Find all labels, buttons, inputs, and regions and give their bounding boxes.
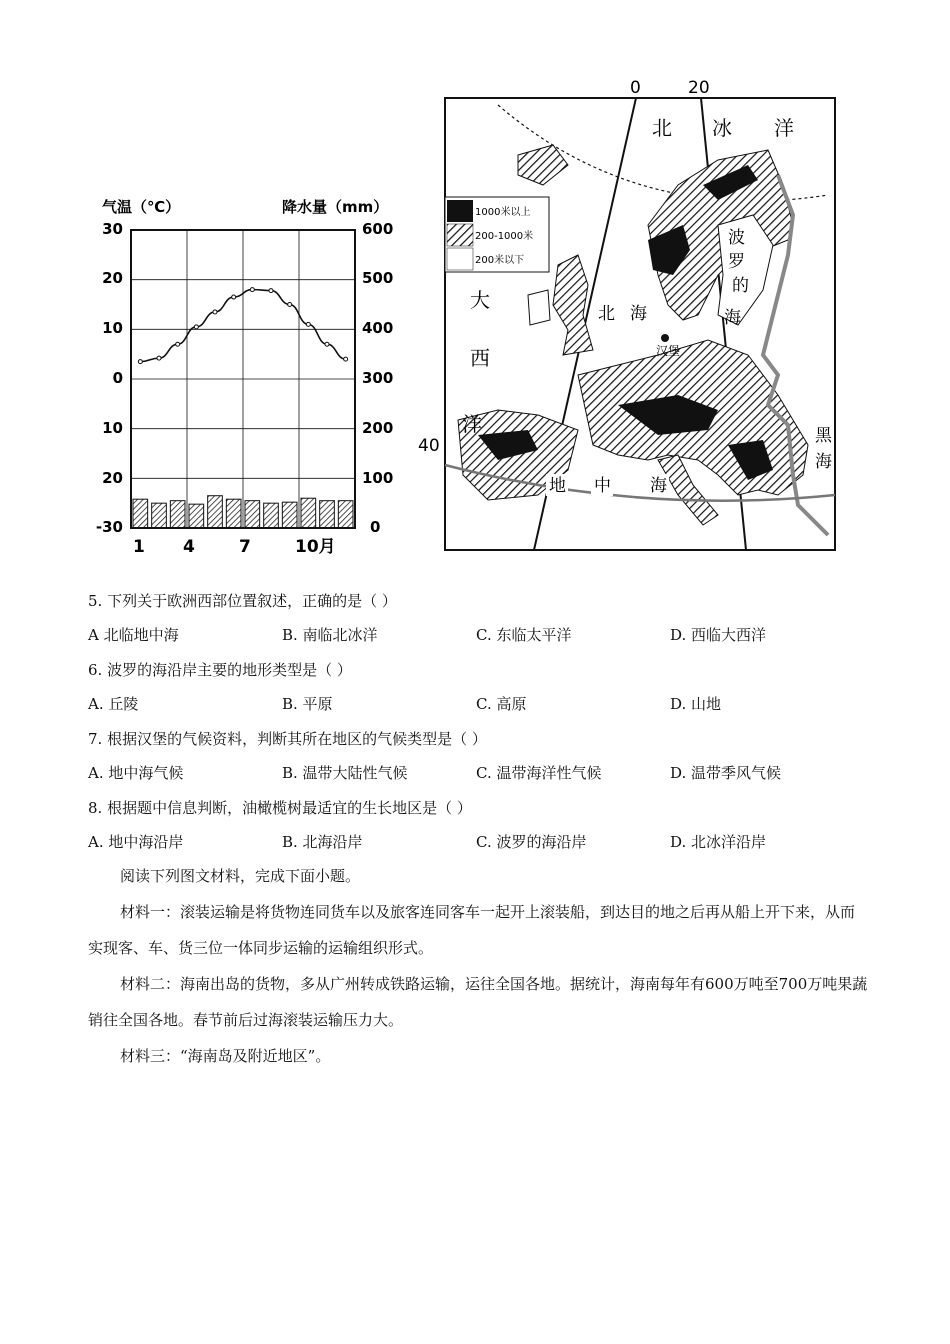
temp-tick: 30 bbox=[102, 220, 123, 238]
q7-option-a[interactable]: A. 地中海气候 bbox=[88, 764, 184, 782]
q8-option-a[interactable]: A. 地中海沿岸 bbox=[88, 833, 184, 851]
baltic-char: 的 bbox=[732, 276, 749, 296]
q7-option-b[interactable]: B. 温带大陆性气候 bbox=[282, 764, 408, 782]
q6-option-b[interactable]: B. 平原 bbox=[282, 695, 333, 713]
q8-option-b[interactable]: B. 北海沿岸 bbox=[282, 833, 363, 851]
precip-axis-title: 降水量（mm） bbox=[282, 198, 389, 216]
question-8-stem: 8. 根据题中信息判断，油橄榄树最适宜的生长地区是（ ） bbox=[88, 799, 472, 817]
legend-swatch-high bbox=[447, 200, 473, 222]
precip-bar bbox=[133, 499, 148, 528]
lon-label-0: 0 bbox=[630, 78, 641, 98]
legend-label-mid: 200-1000米 bbox=[475, 231, 534, 242]
temperature-point bbox=[325, 342, 329, 346]
precip-tick: 100 bbox=[362, 469, 394, 487]
legend-label-low: 200米以下 bbox=[475, 255, 525, 266]
precip-bar bbox=[152, 503, 167, 528]
month-tick: 4 bbox=[183, 537, 195, 557]
q6-option-c[interactable]: C. 高原 bbox=[476, 695, 527, 713]
lat-label-40: 40 bbox=[418, 436, 440, 456]
med-char: 地 bbox=[549, 476, 566, 496]
precip-bar bbox=[301, 498, 316, 528]
arctic-char: 北 bbox=[652, 116, 672, 140]
q8-option-c[interactable]: C. 波罗的海沿岸 bbox=[476, 833, 587, 851]
precip-bar bbox=[226, 499, 241, 528]
temp-tick: 10 bbox=[102, 319, 123, 337]
temperature-point bbox=[157, 356, 161, 360]
temp-tick: 20 bbox=[102, 469, 123, 487]
med-char: 海 bbox=[650, 476, 667, 496]
precip-bar bbox=[208, 496, 223, 528]
hamburg-marker bbox=[661, 334, 669, 342]
month-tick: 7 bbox=[239, 537, 251, 557]
temperature-point bbox=[250, 288, 254, 292]
precip-tick: 500 bbox=[362, 269, 394, 287]
hamburg-label: 汉堡 bbox=[656, 344, 681, 358]
precip-tick: 600 bbox=[362, 220, 394, 238]
temperature-point bbox=[269, 289, 273, 293]
lon-label-20: 20 bbox=[688, 78, 710, 98]
q5-option-b[interactable]: B. 南临北冰洋 bbox=[282, 626, 378, 644]
legend-swatch-low bbox=[447, 248, 473, 270]
atlantic-char: 大 bbox=[470, 288, 490, 312]
question-5-stem: 5. 下列关于欧洲西部位置叙述，正确的是（ ） bbox=[88, 592, 397, 610]
month-tick: 1 bbox=[133, 537, 145, 557]
precip-bar bbox=[189, 504, 204, 528]
precip-bar bbox=[338, 501, 353, 528]
reading-intro: 阅读下列图文材料，完成下面小题。 bbox=[120, 867, 361, 885]
arctic-char: 冰 bbox=[712, 116, 732, 140]
north-sea-char: 北 bbox=[598, 304, 615, 324]
chart-grid bbox=[131, 230, 355, 528]
month-tick: 10月 bbox=[295, 537, 336, 557]
baltic-char: 波 bbox=[728, 228, 745, 248]
temp-ticks bbox=[96, 220, 123, 536]
arctic-char: 洋 bbox=[774, 116, 794, 140]
north-sea-char: 海 bbox=[630, 304, 647, 324]
temperature-point bbox=[176, 342, 180, 346]
atlantic-char: 洋 bbox=[462, 412, 482, 436]
black-sea-char: 海 bbox=[815, 452, 832, 472]
temperature-point bbox=[344, 357, 348, 361]
precip-bar bbox=[282, 502, 297, 528]
q7-option-d[interactable]: D. 温带季风气候 bbox=[670, 764, 782, 782]
question-6-stem: 6. 波罗的海沿岸主要的地形类型是（ ） bbox=[88, 661, 352, 679]
precip-bar bbox=[245, 501, 260, 528]
temp-tick: 20 bbox=[102, 269, 123, 287]
precip-tick: 300 bbox=[362, 369, 394, 387]
temperature-point bbox=[288, 303, 292, 307]
precip-tick: 400 bbox=[362, 319, 394, 337]
baltic-char: 罗 bbox=[728, 252, 745, 272]
precip-bar bbox=[170, 501, 185, 528]
material-2: 材料二：海南出岛的货物，多从广州转成铁路运输，运往全国各地。据统计，海南每年有600万吨至700万吨果蔬销往全国各地。春节前后过海滚装运输压力大。 bbox=[88, 975, 868, 1029]
legend-label-high: 1000米以上 bbox=[475, 207, 531, 218]
black-sea-char: 黑 bbox=[815, 426, 832, 446]
precip-bar bbox=[320, 501, 335, 528]
q7-option-c[interactable]: C. 温带海洋性气候 bbox=[476, 764, 602, 782]
temperature-point bbox=[232, 295, 236, 299]
atlantic-char: 西 bbox=[470, 346, 490, 370]
q6-option-d[interactable]: D. 山地 bbox=[670, 695, 722, 713]
material-3: 材料三：“海南岛及附近地区”。 bbox=[120, 1047, 331, 1065]
mediterranean-label bbox=[546, 474, 669, 496]
q8-option-d[interactable]: D. 北冰洋沿岸 bbox=[670, 833, 767, 851]
precip-ticks bbox=[362, 220, 393, 536]
material-1: 材料一：滚装运输是将货物连同货车以及旅客连同客车一起开上滚装船，到达目的地之后再从船上开下来，从而实现客、车、货三位一体同步运输的运输组织形式。 bbox=[88, 903, 856, 957]
europe-map bbox=[418, 75, 838, 555]
med-char: 中 bbox=[594, 476, 611, 496]
baltic-char: 海 bbox=[724, 308, 741, 328]
q5-option-d[interactable]: D. 西临大西洋 bbox=[670, 626, 767, 644]
temperature-point bbox=[306, 322, 310, 326]
temp-tick: -30 bbox=[95, 518, 123, 536]
climate-chart bbox=[90, 190, 400, 560]
q5-option-c[interactable]: C. 东临太平洋 bbox=[476, 626, 572, 644]
precip-tick: 0 bbox=[370, 518, 381, 536]
question-7-stem: 7. 根据汉堡的气候资料，判断其所在地区的气候类型是（ ） bbox=[88, 730, 487, 748]
q6-option-a[interactable]: A. 丘陵 bbox=[88, 695, 139, 713]
month-ticks bbox=[133, 537, 336, 557]
temperature-point bbox=[194, 325, 198, 329]
europe-map-svg bbox=[418, 75, 838, 555]
temperature-point bbox=[138, 360, 142, 364]
precip-tick: 200 bbox=[362, 419, 394, 437]
ireland bbox=[528, 290, 550, 325]
climate-chart-svg bbox=[90, 190, 400, 560]
temperature-point bbox=[213, 310, 217, 314]
q5-option-a[interactable]: A 北临地中海 bbox=[88, 626, 179, 644]
temp-tick: 10 bbox=[102, 419, 123, 437]
temp-axis-title: 气温（℃） bbox=[102, 198, 181, 216]
precip-bar bbox=[264, 503, 279, 528]
temp-tick: 0 bbox=[112, 369, 123, 387]
legend-swatch-mid bbox=[447, 224, 473, 246]
